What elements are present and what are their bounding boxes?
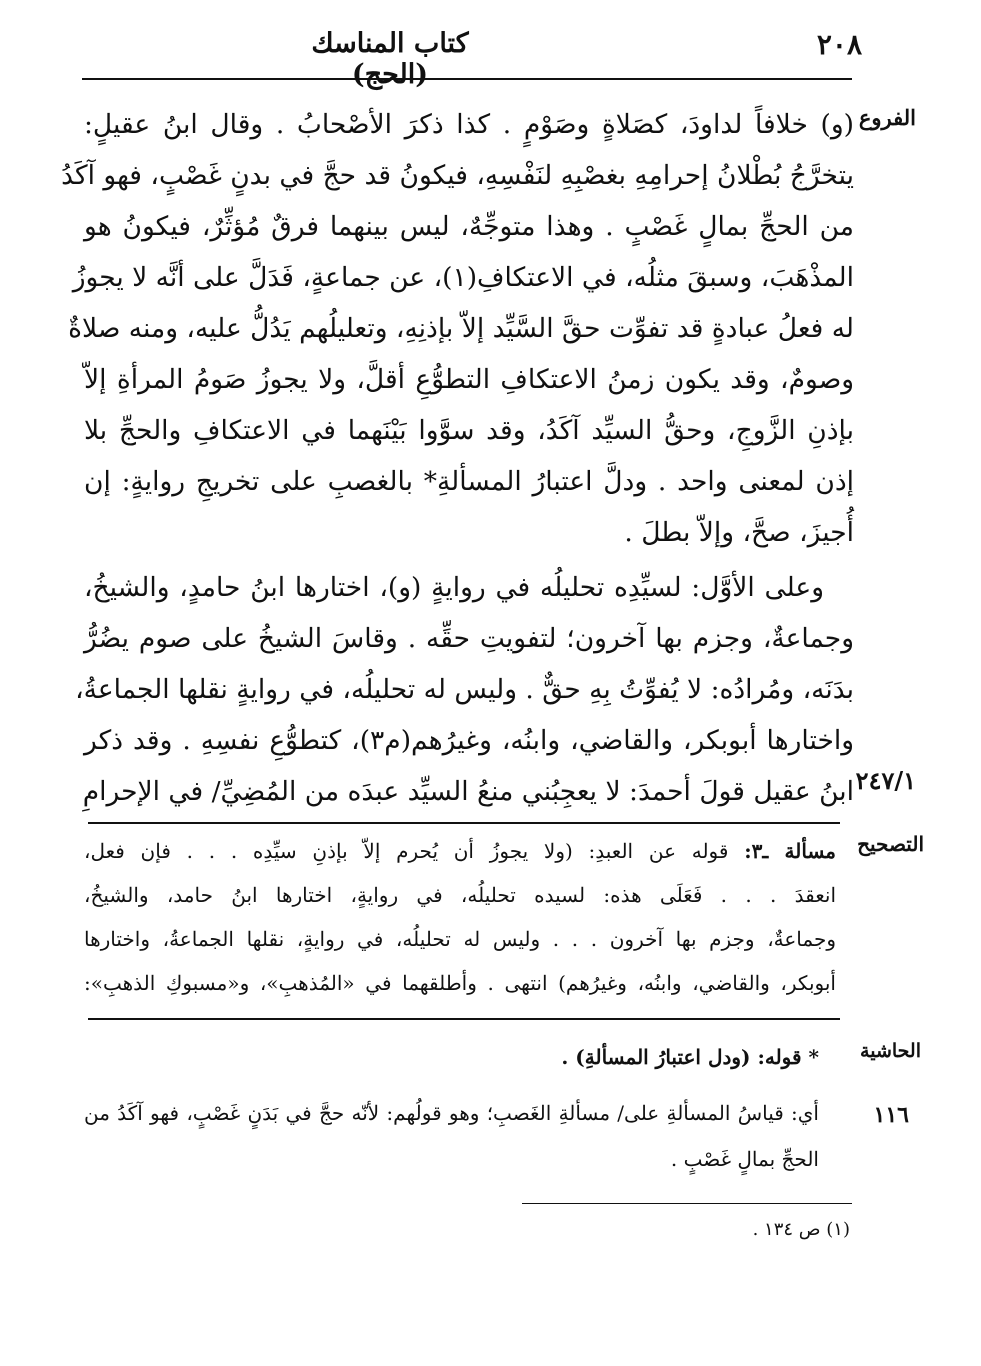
footnote-divider: [522, 1203, 852, 1204]
section-divider: [88, 822, 840, 824]
section-label-hashiya: الحاشية: [860, 1040, 921, 1062]
section-divider: [88, 1018, 840, 1020]
text-line: واختارها أبوبكر، والقاضي، وابنُه، وغيرُهم(م٣)، كتطوُّعِ نفسِهِ . وقد ذكر: [84, 725, 854, 756]
text-line: من الحجِّ بمالٍ غَصْبٍ . وهذا متوجِّهٌ، ليس بينهما فرقٌ مُؤثِّرٌ، فيكونُ هو: [84, 211, 854, 242]
hashiya-page-number: ١١٦: [873, 1102, 909, 1128]
text-line: يتخرَّجُ بُطْلانُ إحرامِهِ بغصْبِهِ لنَفْسِهِ، فيكونُ قد حجَّ في بدنٍ غَصْبٍ، فهو آكَدُ: [61, 160, 854, 191]
text-line: ابنُ عقيل قولَ أحمدَ: لا يعجِبُني منعُ السيِّد عبدَه من المُضِيِّ/ في الإحرامِ: [82, 776, 854, 807]
correction-line: وجماعةٌ، وجزم بها آخرون . . . وليس له تحليلُه، في روايةٍ، نقلها الجماعةُ، واختارها: [84, 927, 836, 951]
hashiya-line: أي: قياسُ المسألةِ على/ مسألةِ الغَصبِ؛ وهو قولُهم: لأنّه حجَّ في بَدَنٍ غَصْبٍ، فهو آكَدُ من: [84, 1101, 819, 1125]
text-line: المذْهَبَ، وسبقَ مثلُه، في الاعتكافِ(١)، عن جماعةٍ، فَدَلَّ على أنَّه لا يجوزُ: [72, 262, 854, 293]
correction-line: انعقدَ . . . فَعَلَى هذه: لسيده تحليلُه، في روايةٍ، اختارها ابنُ حامد، والشيخُ،: [84, 883, 836, 907]
text-line: وجماعةٌ، وجزم بها آخرون؛ لتفويتِ حقِّه . وقاسَ الشيخُ على صوم يضُرُّ: [84, 623, 854, 654]
hashiya-heading: * قوله: (ودل اعتبارُ المسألةِ) .: [561, 1045, 819, 1069]
issue-number: مسألة ـ٣:: [744, 839, 836, 863]
text-line: وعلى الأوَّل: لسيِّدِه تحليلُه في روايةٍ (و)، اختارها ابنُ حامدٍ، والشيخُ،: [84, 572, 824, 603]
text-line: (و) خلافاً لداودَ، كصَلاةٍ وصَوْمٍ . كذا ذكرَ الأصْحابُ . وقال ابنُ عقيلٍ:: [84, 109, 854, 140]
text-line: أُجيزَ، صحَّ، وإلاّ بطلَ .: [624, 517, 854, 548]
text-line: إذن لمعنى واحد . ودلَّ اعتبارُ المسألةِ* بالغصبِ على تخريجِ روايةٍ: إن: [84, 466, 854, 497]
margin-reference: ٢٤٧/١: [855, 766, 916, 795]
page-number: ٢٠٨: [816, 28, 862, 61]
header-rule: [82, 78, 852, 80]
hashiya-line: الحجِّ بمالٍ غَصْبٍ .: [670, 1147, 819, 1171]
text-line: بإذنِ الزَّوجِ، وحقُّ السيِّد آكَدُ، وقد سوَّوا بَيْنَهما في الاعتكافِ والحجِّ بلا: [84, 415, 854, 446]
footnote: (١) ص ١٣٤ .: [752, 1219, 850, 1240]
text-line: بدَنَه، ومُرادُه: لا يُفوِّتُ بِهِ حقٌّ . وليس له تحليلُه، في روايةٍ نقلها الجماعةُ،: [75, 674, 854, 705]
running-title: كتاب المناسك (الحج): [311, 28, 469, 90]
correction-line: مسألة ـ٣: قوله عن العبدِ: (ولا يجوزُ أن يُحرم إلاّ بإذنِ سيِّدِه . . . فإن فعل،: [84, 839, 836, 863]
section-label-furu: الفروع: [858, 105, 916, 130]
section-label-tashih: التصحيح: [857, 832, 924, 856]
text-line: له فعلُ عبادةٍ قد تفوِّت حقَّ السَّيِّد إلاّ بإذنِهِ، وتعليلُهم يَدُلُّ عليه، ومنه صلاةٌ: [68, 313, 854, 344]
text-line: وصومٌ، وقد يكون زمنُ الاعتكافِ التطوُّعِ أقلَّ، ولا يجوزُ صَومُ المرأةِ إلاّ: [84, 364, 854, 395]
correction-line: أبوبكر، والقاضي، وابنُه، وغيرُهم) انتهى . وأطلقهما في «المُذهبِ»، و«مسبوكِ الذهبِ»:: [84, 971, 836, 995]
